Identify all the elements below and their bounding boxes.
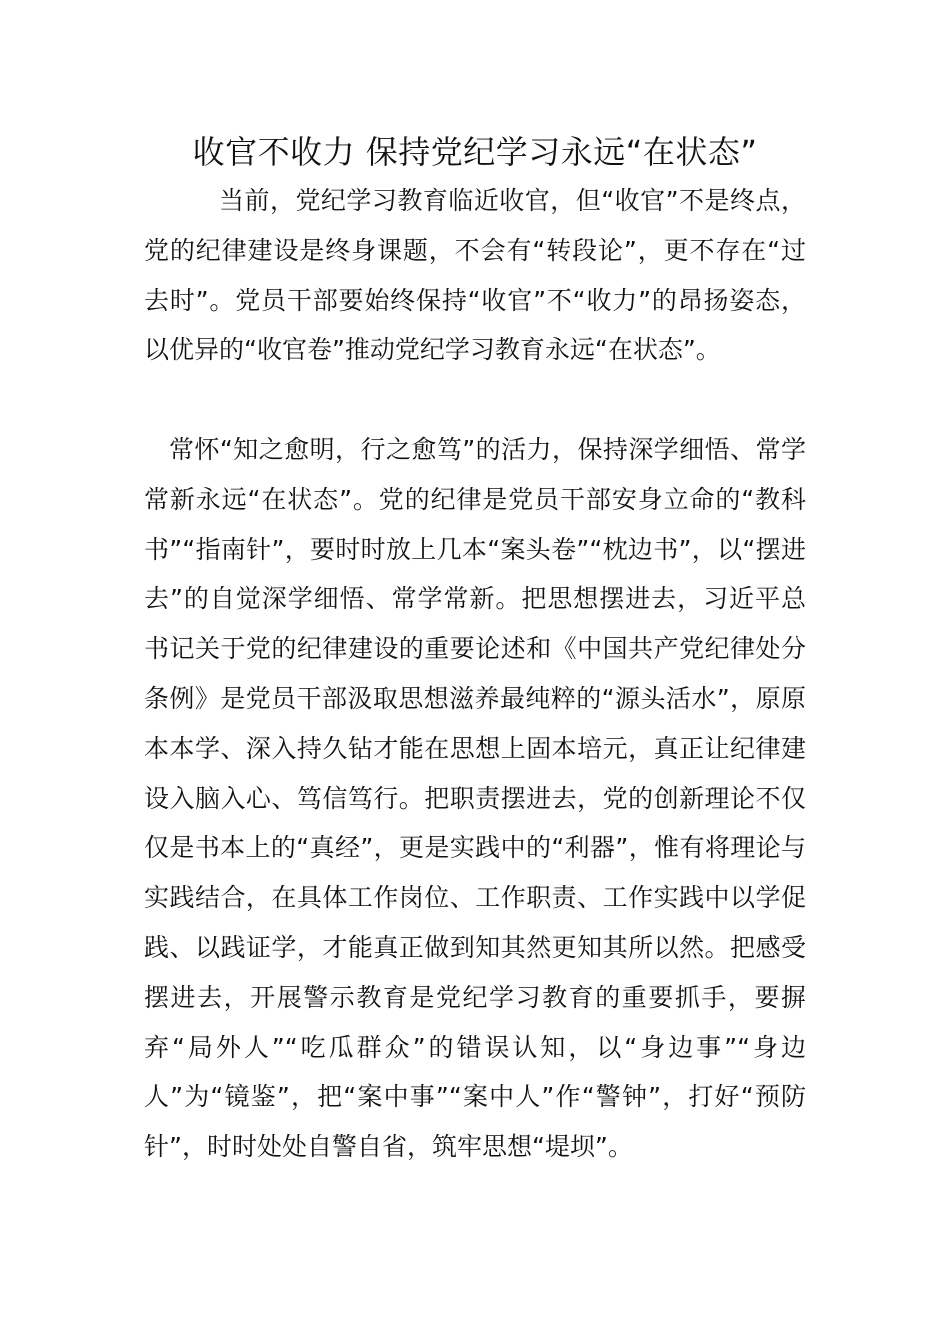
document-title: 收官不收力 保持党纪学习永远“在状态”: [192, 133, 758, 171]
paragraph-intro: 当前，党纪学习教育临近收官，但“收官”不是终点，党的纪律建设是终身课题，不会有“转段论”，更不存在“过去时”。党员干部要始终保持“收官”不“收力”的昂扬姿态，以优异的“收官卷”推动党纪学习教育永远“在状态”。: [144, 186, 806, 365]
paragraph-body: 常怀“知之愈明，行之愈笃”的活力，保持深学细悟、常学常新永远“在状态”。党的纪律是党员干部安身立命的“教科书”“指南针”，要时时放上几本“案头卷”“枕边书”，以“摆进去”的自觉深学细悟、常学常新。把思想摆进去，习近平总书记关于党的纪律建设的重要论述和《中国共产党纪律处分条例》是党员干部汲取思想滋养最纯粹的“源头活水”，原原本本学、深入持久钻才能在思想上固本培元，真正让纪律建设入脑入心、笃信笃行。把职责摆进去，党的创新理论不仅仅是书本上的“真经”，更是实践中的“利器”，惟有将理论与实践结合，在具体工作岗位、工作职责、工作实践中以学促践、以践证学，才能真正做到知其然更知其所以然。把感受摆进去，开展警示教育是党纪学习教育的重要抓手，要摒弃“局外人”“吃瓜群众”的错误认知，以“身边事”“身边人”为“镜鉴”，把“案中事”“案中人”作“警钟”，打好“预防针”，时时处处自警自省，筑牢思想“堤坝”。: [144, 435, 806, 1162]
